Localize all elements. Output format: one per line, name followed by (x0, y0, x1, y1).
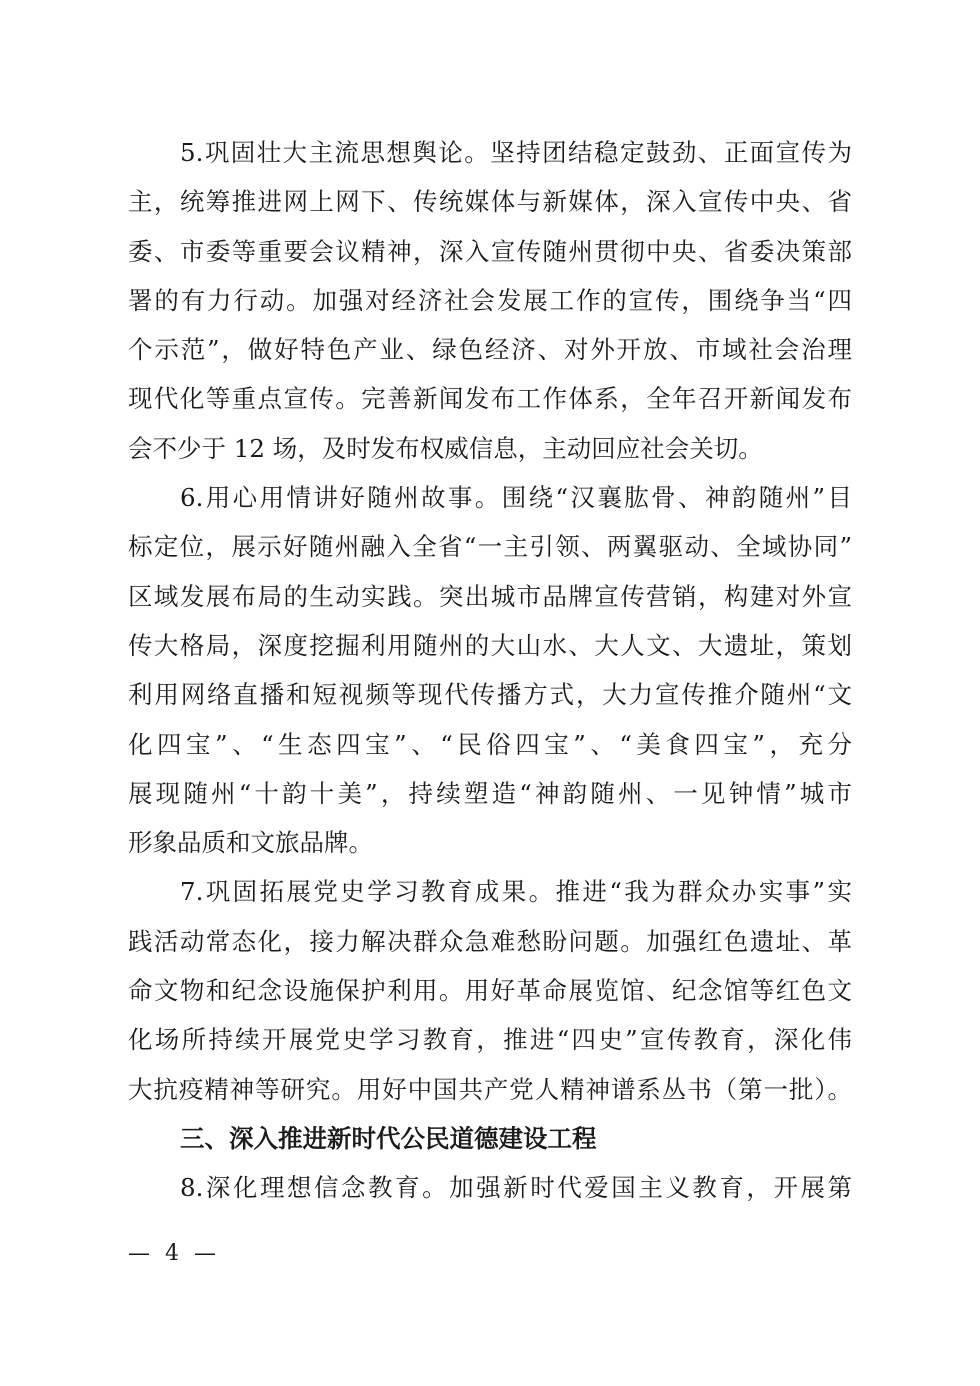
section-heading: 三、深入推进新时代公民道德建设工程 (180, 1123, 597, 1153)
text-line: 6.用心用情讲好随州故事。围绕“汉襄肱骨、神韵随州”目 (180, 483, 852, 513)
text-line: 标定位，展示好随州融入全省“一主引领、两翼驱动、全域协同” (128, 532, 852, 562)
text-line: 5.巩固壮大主流思想舆论。坚持团结稳定鼓劲、正面宣传为 (180, 138, 852, 167)
paragraph-7 (128, 867, 852, 1113)
text-line: 8.深化理想信念教育。加强新时代爱国主义教育，开展第 (180, 1173, 852, 1203)
paragraph-8 (128, 1163, 852, 1212)
text-line: 大抗疫精神等研究。用好中国共产党人精神谱系丛书（第一批）。 (128, 1074, 852, 1104)
text-line: 传大格局，深度挖掘利用随州的大山水、大人文、大遗址，策划 (128, 630, 852, 660)
page-number: — 4 — (128, 1241, 220, 1266)
text-line: 主，统筹推进网上网下、传统媒体与新媒体，深入宣传中央、省 (128, 187, 852, 217)
text-line: 会不少于 12 场，及时发布权威信息，主动回应社会关切。 (128, 433, 763, 463)
text-line: 委、市委等重要会议精神，深入宣传随州贯彻中央、省委决策部 (128, 236, 852, 266)
text-line: 命文物和纪念设施保护利用。用好革命展览馆、纪念馆等红色文 (128, 976, 852, 1006)
text-line: 践活动常态化，接力解决群众急难愁盼问题。加强红色遗址、革 (128, 926, 852, 956)
text-line: 展现随州“十韵十美”，持续塑造“神韵随州、一见钟情”城市 (128, 778, 852, 808)
body-text (128, 128, 852, 1213)
text-line: 利用网络直播和短视频等现代传播方式，大力宣传推介随州“文 (128, 680, 852, 710)
text-line: 个示范”，做好特色产业、绿色经济、对外开放、市域社会治理 (128, 335, 852, 365)
text-line: 化场所持续开展党史学习教育，推进“四史”宣传教育，深化伟 (128, 1025, 852, 1055)
text-line: 化四宝”、“生态四宝”、“民俗四宝”、“美食四宝”，充分 (128, 729, 852, 759)
text-line: 形象品质和文旅品牌。 (128, 828, 373, 858)
paragraph-6 (128, 473, 852, 867)
text-line: 署的有力行动。加强对经济社会发展工作的宣传，围绕争当“四 (128, 285, 852, 315)
text-line: 7.巩固拓展党史学习教育成果。推进“我为群众办实事”实 (180, 877, 852, 907)
paragraph-5 (128, 128, 852, 473)
text-line: 区域发展布局的生动实践。突出城市品牌宣传营销，构建对外宣 (128, 581, 852, 611)
text-line: 现代化等重点宣传。完善新闻发布工作体系，全年召开新闻发布 (128, 384, 852, 414)
